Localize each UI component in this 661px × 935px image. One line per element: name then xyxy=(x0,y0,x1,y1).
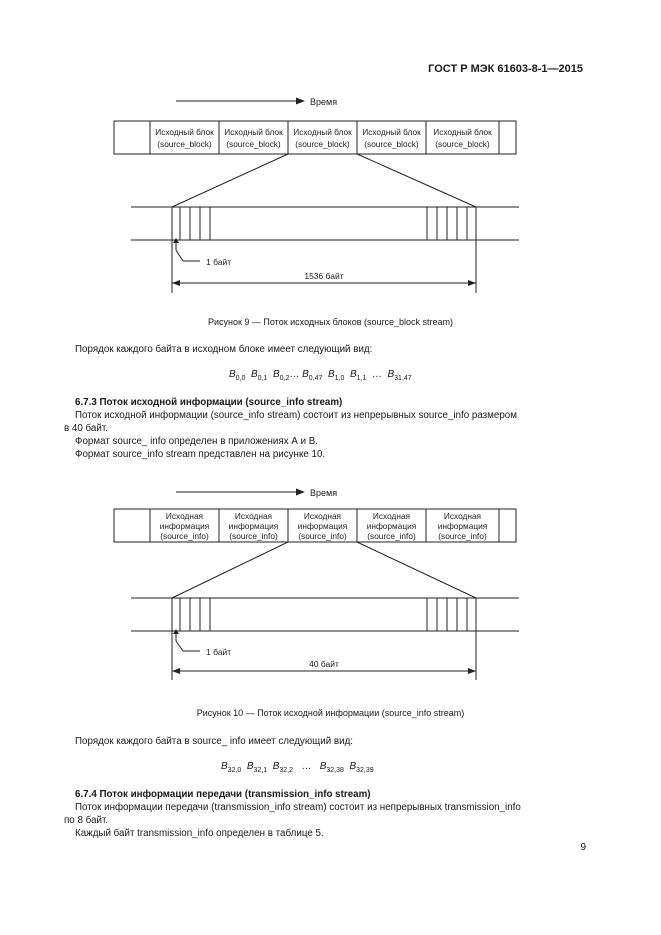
block-label: информация xyxy=(228,521,279,531)
block-label: Исходный блок xyxy=(362,127,421,137)
formula-term: $B_{32,38}$ xyxy=(319,761,344,774)
size-label: 1536 байт xyxy=(304,271,344,281)
block-label: (source_block) xyxy=(435,139,490,149)
paragraph: Поток информации передачи (transmission_info stream) состоит из непрерывных transmission_info xyxy=(75,802,521,813)
figure-10-diagram xyxy=(0,484,661,694)
paragraph: Формат source_ info определен в приложениях А и В. xyxy=(75,436,319,447)
size-label: 40 байт xyxy=(309,659,339,669)
block-label: Исходный блок xyxy=(433,127,492,137)
figure-9-diagram xyxy=(0,90,661,300)
paragraph: Порядок каждого байта в исходном блоке имеет следующий вид: xyxy=(75,344,373,355)
block-label: Исходный блок xyxy=(155,127,214,137)
block-label: (source_block) xyxy=(226,139,281,149)
formula-term: $B_{31,47}$ xyxy=(387,369,412,382)
section-6-7-3-heading: 6.7.3 Поток исходной информации (source_info stream) xyxy=(75,397,343,408)
formula-term: $B_{32,2}$ xyxy=(272,761,294,774)
block-label: Исходный блок xyxy=(224,127,283,137)
formula-term: $B_{0,0}$ xyxy=(229,369,246,382)
formula-term: $B_{0,2}$ xyxy=(272,369,290,382)
paragraph: Порядок каждого байта в source_ info имеет следующий вид: xyxy=(75,736,354,747)
formula-term: $B_{32,0}$ xyxy=(221,761,242,774)
block-label: (source_block) xyxy=(364,139,419,149)
block-label: (source_info) xyxy=(160,531,209,541)
block-label: Исходная xyxy=(443,511,482,521)
block-label: (source_info) xyxy=(298,531,347,541)
formula-term: $B_{1,0}$ xyxy=(327,369,345,382)
block-label: (source_block) xyxy=(157,139,212,149)
byte-label: 1 байт xyxy=(206,647,232,657)
time-label: Время xyxy=(310,488,338,498)
block-label: (source_info) xyxy=(438,531,487,541)
formula-term: $B_{32,1}$ xyxy=(246,761,268,774)
block-label: Исходная xyxy=(303,511,342,521)
formula-2: $B_{32,0}$ $B_{32,1}$ $B_{32,2}$ … $B_{32,38}$ $B_{32,39}$ xyxy=(221,761,374,774)
block-label: Исходная xyxy=(165,511,204,521)
paragraph: в 40 байт. xyxy=(64,423,108,434)
figure-10-caption: Рисунок 10 — Поток исходной информации (source_info stream) xyxy=(196,708,465,718)
block-label: информация xyxy=(437,521,488,531)
figure-9-caption: Рисунок 9 — Поток исходных блоков (source_block stream) xyxy=(207,317,454,327)
paragraph: Формат source_info stream представлен на рисунке 10. xyxy=(75,449,326,460)
formula-term: $B_{32,39}$ xyxy=(349,761,374,774)
formula-term: $B_{1,1}$ xyxy=(349,369,367,382)
block-label: (source_block) xyxy=(295,139,350,149)
page-number: 9 xyxy=(580,842,586,853)
byte-label: 1 байт xyxy=(206,257,232,267)
paragraph: по 8 байт. xyxy=(64,815,109,826)
formula-term: $B_{0,47}$ xyxy=(302,369,323,382)
time-label: Время xyxy=(310,97,338,107)
block-label: информация xyxy=(297,521,348,531)
block-label: Исходная xyxy=(234,511,273,521)
block-label: информация xyxy=(159,521,210,531)
block-label: Исходный блок xyxy=(293,127,352,137)
block-label: (source_info) xyxy=(367,531,416,541)
section-6-7-4-heading: 6.7.4 Поток информации передачи (transmission_info stream) xyxy=(75,789,371,800)
standard-header: ГОСТ Р МЭК 61603-8-1—2015 xyxy=(428,63,583,75)
block-label: Исходная xyxy=(372,511,411,521)
block-label: (source_info) xyxy=(229,531,278,541)
formula-term: $B_{0,1}$ xyxy=(250,369,268,382)
formula-1: $B_{0,0}$ $B_{0,1}$ $B_{0,2}\dots$ $B_{0,47}$ $B_{1,0}$ $B_{1,1}$ … $B_{31,47}$ xyxy=(229,369,412,382)
paragraph: Каждый байт transmission_info определен в таблице 5. xyxy=(75,828,324,839)
block-label: информация xyxy=(366,521,417,531)
paragraph: Поток исходной информации (source_info stream) состоит из непрерывных source_info размером xyxy=(75,410,517,421)
